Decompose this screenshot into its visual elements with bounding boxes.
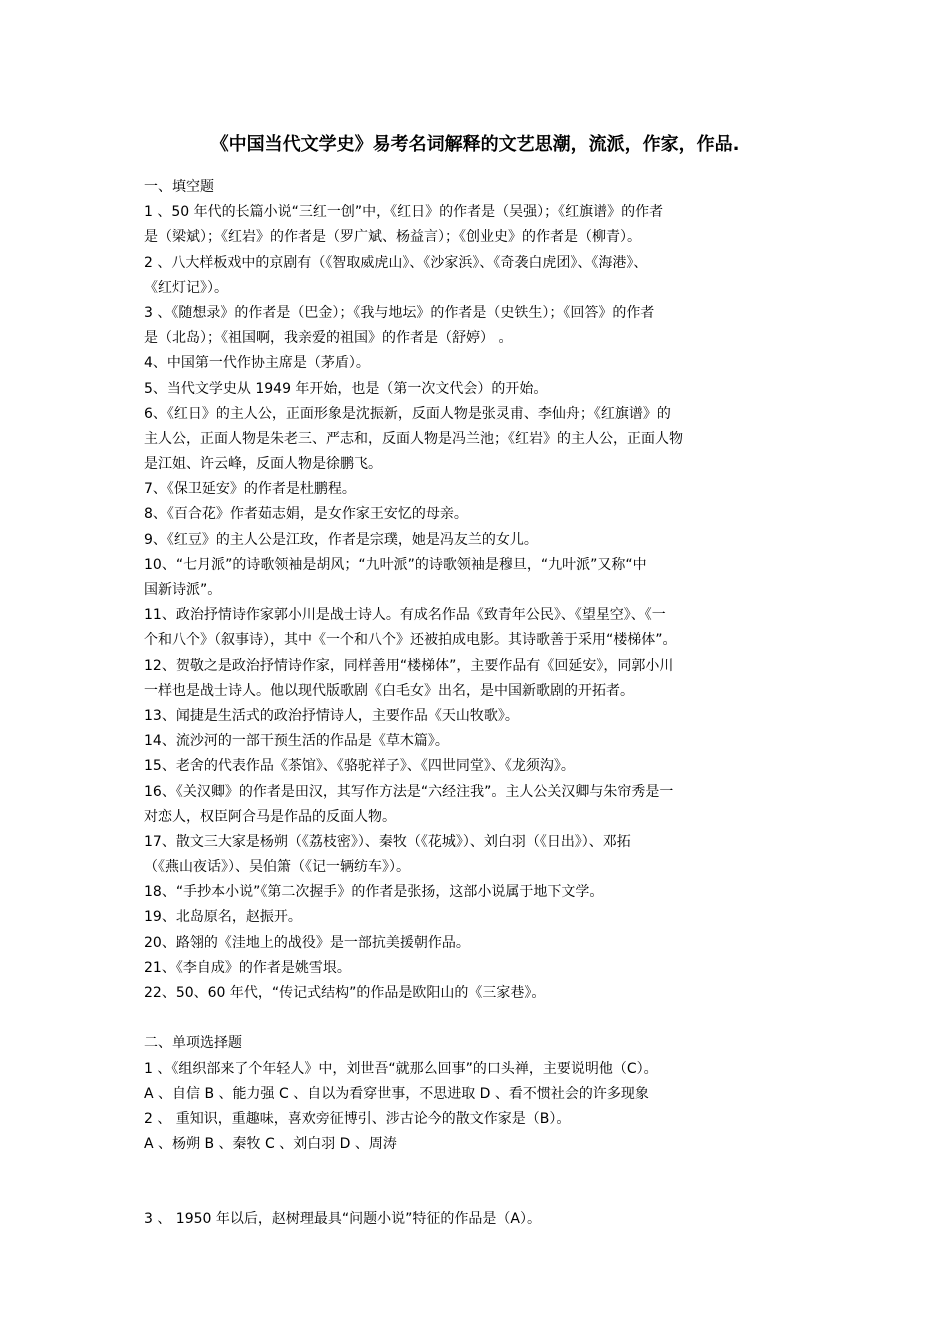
text-line: 14、流沙河的一部干预生活的作品是《草木篇》。 bbox=[144, 733, 449, 750]
question-3: 3 、 1950 年以后，赵树理最具“问题小说”特征的作品是（A）。 bbox=[144, 1211, 541, 1228]
document-body bbox=[144, 175, 808, 1233]
text-line: 2 、八大样板戏中的京剧有（《智取威虎山》、《沙家浜》、《奇袭白虎团》、《海港》、 bbox=[144, 254, 648, 271]
text-line: 8、《百合花》作者茹志娟，是女作家王安忆的母亲。 bbox=[144, 506, 468, 523]
text-line: 国新诗派”。 bbox=[144, 582, 222, 598]
section-heading-single-choice: 二、单项选择题 bbox=[144, 1035, 242, 1052]
text-line: 主人公，正面人物是朱老三、严志和，反面人物是冯兰池；《红岩》的主人公，正面人物 bbox=[144, 430, 683, 447]
document-title: 《中国当代文学史》易考名词解释的文艺思潮，流派，作家，作品. bbox=[210, 134, 740, 155]
text-line: 21、《李自成》的作者是姚雪垠。 bbox=[144, 959, 351, 976]
text-line: 7、《保卫延安》的作者是杜鹏程。 bbox=[144, 481, 356, 498]
text-line: 22、50、60 年代，“传记式结构”的作品是欧阳山的《三家巷》。 bbox=[144, 985, 546, 1001]
text-line: A 、杨朔 B 、秦牧 C 、刘白羽 D 、周涛 bbox=[144, 1136, 397, 1153]
text-line: 是江姐、许云峰，反面人物是徐鹏飞。 bbox=[144, 456, 382, 473]
text-line: 9、《红豆》的主人公是江玫，作者是宗璞，她是冯友兰的女儿。 bbox=[144, 531, 538, 548]
spacer bbox=[144, 1006, 808, 1031]
text-line: 20、路翎的《洼地上的战役》是一部抗美援朝作品。 bbox=[144, 934, 470, 951]
text-line: 16、《关汉卿》的作者是田汉，其写作方法是“六经注我”。主人公关汉卿与朱帘秀是一 bbox=[144, 783, 674, 800]
text-line: 18、“手抄本小说”《第二次握手》的作者是张扬，这部小说属于地下文学。 bbox=[144, 884, 604, 901]
text-line: 1 、《组织部来了个年轻人》中，刘世吾“就那么回事”的口头禅，主要说明他（C）。 bbox=[144, 1060, 658, 1077]
text-line: 13、闻捷是生活式的政治抒情诗人，主要作品《天山牧歌》。 bbox=[144, 707, 519, 724]
text-line: 是（梁斌）；《红岩》的作者是（罗广斌、杨益言）；《创业史》的作者是（柳青）。 bbox=[144, 229, 641, 246]
text-line: 对恋人，权臣阿合马是作品的反面人物。 bbox=[144, 808, 396, 825]
text-line: 19、北岛原名，赵振开。 bbox=[144, 909, 302, 926]
section-heading-fill-in: 一、填空题 bbox=[144, 179, 214, 195]
text-line: 1 、50 年代的长篇小说“三红一创”中，《红日》的作者是（吴强）；《红旗谱》的作者 bbox=[144, 204, 664, 221]
text-line: 是（北岛）；《祖国啊，我亲爱的祖国》的作者是（舒婷） 。 bbox=[144, 330, 513, 347]
text-line: 10、“七月派”的诗歌领袖是胡风；“九叶派”的诗歌领袖是穆旦，“九叶派”又称“中 bbox=[144, 556, 647, 573]
text-line: （《燕山夜话》）、吴伯箫（《记一辆纺车》）。 bbox=[144, 859, 410, 876]
text-line: 个和八个》（叙事诗），其中《一个和八个》还被拍成电影。其诗歌善于采用“楼梯体”。 bbox=[144, 632, 677, 649]
text-line: 15、老舍的代表作品《茶馆》、《骆驼祥子》、《四世同堂》、《龙须沟》。 bbox=[144, 758, 575, 775]
text-line: 3 、《随想录》的作者是（巴金）；《我与地坛》的作者是（史铁生）；《回答》的作者 bbox=[144, 304, 655, 321]
text-line: A 、自信 B 、能力强 C 、自以为看穿世事，不思进取 D 、看不惯社会的许多现象 bbox=[144, 1085, 649, 1102]
text-line: 11、政治抒情诗作家郭小川是战士诗人。有成名作品《致青年公民》、《望星空》、《一 bbox=[144, 607, 666, 624]
spacer bbox=[144, 1157, 808, 1207]
text-line: 12、贺敬之是政治抒情诗作家，同样善用“楼梯体”，主要作品有《回延安》，同郭小川 bbox=[144, 657, 674, 674]
text-line: 17、散文三大家是杨朔（《荔枝密》）、秦牧（《花城》）、刘白羽（《日出》）、邓拓 bbox=[144, 833, 631, 850]
text-line: 4、中国第一代作协主席是（茅盾）。 bbox=[144, 355, 370, 372]
text-line: 5、当代文学史从 1949 年开始，也是（第一次文代会）的开始。 bbox=[144, 380, 548, 397]
fill-in-questions bbox=[144, 200, 808, 1006]
text-line: 一样也是战士诗人。他以现代版歌剧《白毛女》出名，是中国新歌剧的开拓者。 bbox=[144, 682, 634, 699]
text-line: 6、《红日》的主人公，正面形象是沈振新，反面人物是张灵甫、李仙舟；《红旗谱》的 bbox=[144, 405, 671, 422]
text-line: 2 、 重知识，重趣味，喜欢旁征博引、涉古论今的散文作家是（B）。 bbox=[144, 1110, 571, 1127]
single-choice-questions bbox=[144, 1057, 808, 1158]
text-line: 《红灯记》）。 bbox=[144, 279, 228, 296]
